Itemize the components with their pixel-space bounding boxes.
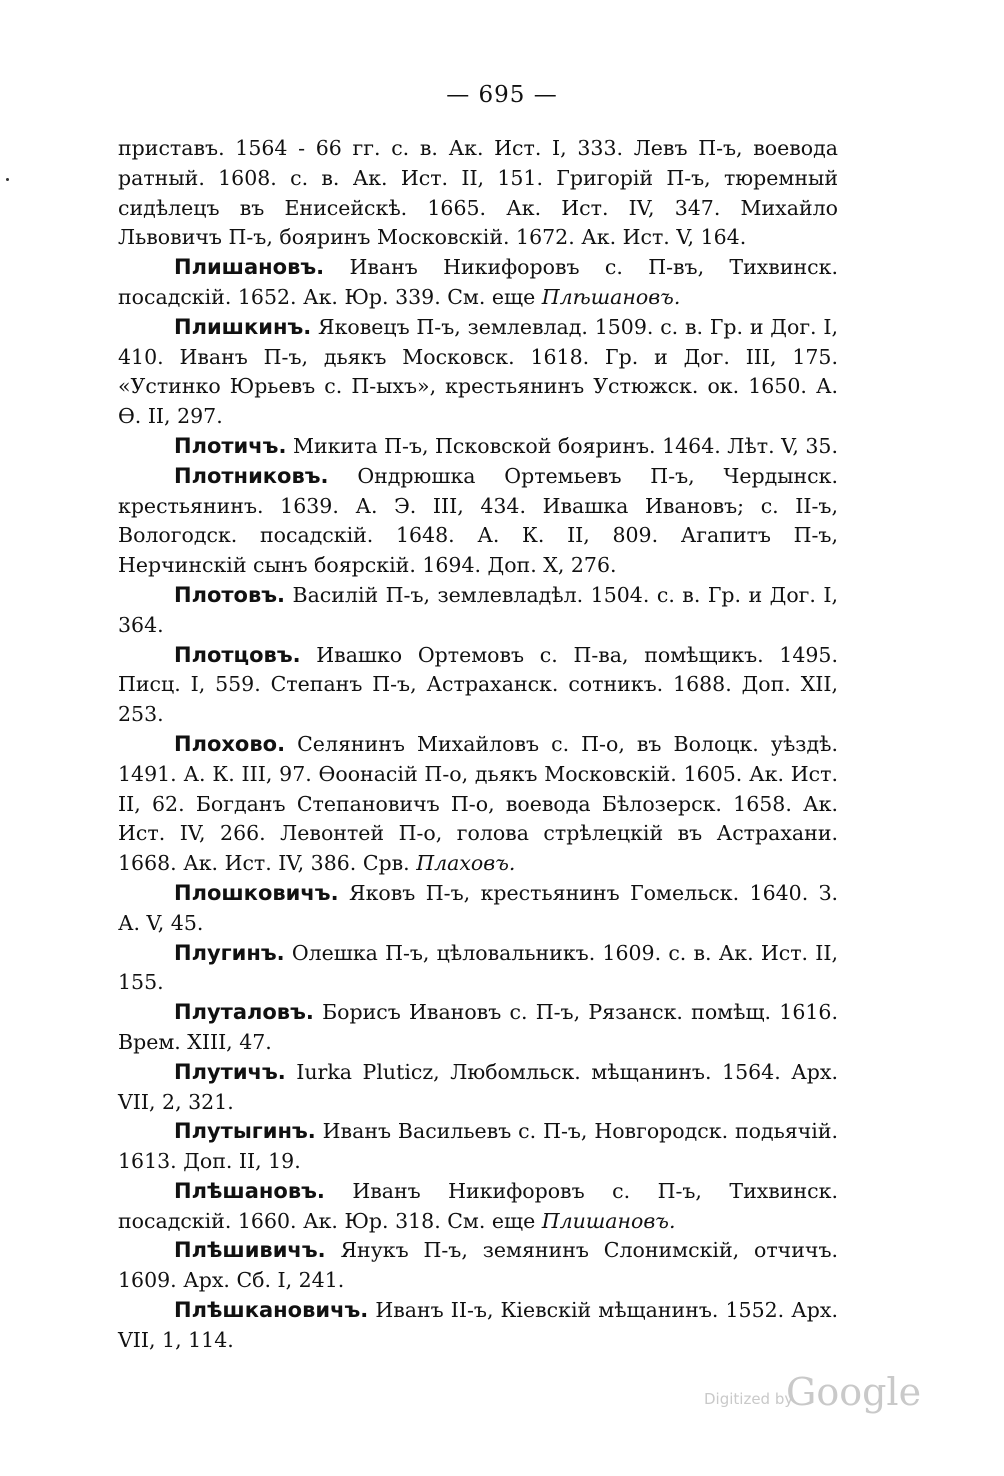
entry-headword: Плѣшановъ. — [174, 1178, 325, 1203]
entry-headword: Плѣшивичъ. — [174, 1238, 326, 1263]
entry-headword: Плутичъ. — [174, 1059, 286, 1084]
entry-headword: Плишановъ. — [174, 255, 325, 280]
entry-body: Iurka Pluticz, Любомльск. мѣщанинъ. 1564. Арх. VII, 2, 321. — [118, 1059, 838, 1114]
entry-body: Василій П-ъ, землевладѣл. 1504. с. в. Гр. и Дог. I, 364. — [118, 582, 838, 637]
entry-plottsov — [118, 641, 838, 730]
entry-plutalov — [118, 998, 838, 1058]
digitized-watermark — [700, 1368, 930, 1416]
entry-headword: Плотниковъ. — [174, 463, 329, 488]
entry-cross-reference: Плишановъ. — [541, 1208, 676, 1233]
entry-pleshivich — [118, 1236, 838, 1296]
entry-headword: Плотовъ. — [174, 582, 286, 607]
entry-body: Ивашко Ортемовъ с. П-ва, помѣщикъ. 1495. Писц. I, 559. Степанъ П-ъ, Астраханск. сотникъ. 1688. Доп. XII, 253. — [118, 642, 838, 727]
google-logo: Google — [786, 1370, 922, 1414]
entry-body: Яковецъ П-ъ, землевлад. 1509. с. в. Гр. и Дог. I, 410. Иванъ П-ъ, дьякъ Московск. 1618. Гр. и Дог. III, 175. «Устинко Юрьевъ с. П-ыхъ», крестьянинъ Устюжск. ок. 1650. А. Ѳ. II, 297. — [118, 314, 838, 429]
entry-pleshkanovich — [118, 1296, 838, 1356]
page-number: — 695 — — [446, 82, 558, 108]
entry-headword: Плотцовъ. — [174, 642, 301, 667]
entry-plotich — [118, 432, 838, 462]
entry-body: Янукъ П-ъ, земянинъ Слонимскій, отчичъ. 1609. Арх. Сб. I, 241. — [118, 1238, 838, 1293]
entry-headword: Плугинъ. — [174, 940, 285, 965]
entry-plotov — [118, 581, 838, 641]
watermark-prefix: Digitized by — [704, 1390, 794, 1408]
entry-cross-reference: Плѣшановъ. — [541, 284, 681, 309]
entry-plugin — [118, 939, 838, 999]
entry-body: Иванъ Васильевъ с. П-ъ, Новгородск. подьячій. 1613. Доп. II, 19. — [118, 1119, 838, 1174]
entry-body: Ондрюшка Ортемьевъ П-ъ, Чердынск. крестьянинъ. 1639. А. Э. III, 434. Ивашка Ивановъ; с. II-ъ, Вологодск. посадскій. 1648. А. К. II, 809. Агапитъ П-ъ, Нерчинскій сынъ боярскій. 1694. Доп. X, 276. — [118, 463, 838, 578]
continued-entry: приставъ. 1564 - 66 гг. с. в. Ак. Ист. I, 333. Левъ П-ъ, воевода ратный. 1608. с. в. Ак. Ист. II, 151. Григорій П-ъ, тюремный сидѣлецъ въ Енисейскѣ. 1665. Ак. Ист. IV, 347. Михайло Львовичъ П-ъ, бояринъ Московскій. 1672. Ак. Ист. V, 164. — [118, 136, 838, 250]
entry-body: Олешка П-ъ, цѣловальникъ. 1609. с. в. Ак. Ист. II, 155. — [118, 940, 838, 995]
entry-plishkin — [118, 313, 838, 432]
entry-headword: Плишкинъ. — [174, 314, 312, 339]
entry-ploshkovich — [118, 879, 838, 939]
entry-headword: Плошковичъ. — [174, 880, 339, 905]
entry-body: Иванъ Никифоровъ с. П-ъ, Тихвинск. посадскій. 1660. Ак. Юр. 318. См. еще — [118, 1178, 838, 1233]
entry-plutich — [118, 1058, 838, 1118]
entry-headword: Плутыгинъ. — [174, 1119, 316, 1144]
entry-plokhovo — [118, 730, 838, 879]
entry-body: Иванъ II-ъ, Кіевскій мѣщанинъ. 1552. Арх. VII, 1, 114. — [118, 1298, 838, 1352]
entry-body: Селянинъ Михайловъ с. П-о, въ Волоцк. уѣздѣ. 1491. А. К. III, 97. Ѳоонасій П-о, дьякъ Московскій. 1605. Ак. Ист. II, 62. Богданъ Степановичъ П-о, воевода Бѣлозерск. 1658. Ак. Ист. IV, 266. Левонтей П-о, голова стрѣлецкій въ Астрахани. 1668. Ак. Ист. IV, 386. Срв. — [118, 731, 838, 876]
scan-speck-mark — [6, 178, 9, 181]
entry-body: Яковъ П-ъ, крестьянинъ Гомельск. 1640. З. А. V, 45. — [118, 880, 838, 935]
entry-body: Микита П-ъ, Псковской бояринъ. 1464. Лѣт. V, 35. — [286, 433, 838, 458]
entry-pleshanov — [118, 1177, 838, 1237]
entry-plotnikov — [118, 462, 838, 581]
entry-plishanov — [118, 253, 838, 313]
entry-plutygin — [118, 1117, 838, 1177]
entry-cross-reference: Плаховъ. — [416, 851, 516, 876]
entry-headword: Плуталовъ. — [174, 1000, 314, 1025]
entry-body: Иванъ Никифоровъ с. П-въ, Тихвинск. посадскій. 1652. Ак. Юр. 339. См. еще — [118, 255, 838, 309]
entry-headword: Плохово. — [174, 731, 286, 756]
entry-body: Борисъ Ивановъ с. П-ъ, Рязанск. помѣщ. 1616. Врем. XIII, 47. — [118, 1000, 838, 1054]
entry-headword: Плѣшкановичъ. — [174, 1298, 369, 1323]
entry-headword: Плотичъ. — [174, 433, 287, 458]
dictionary-text — [118, 134, 838, 1356]
